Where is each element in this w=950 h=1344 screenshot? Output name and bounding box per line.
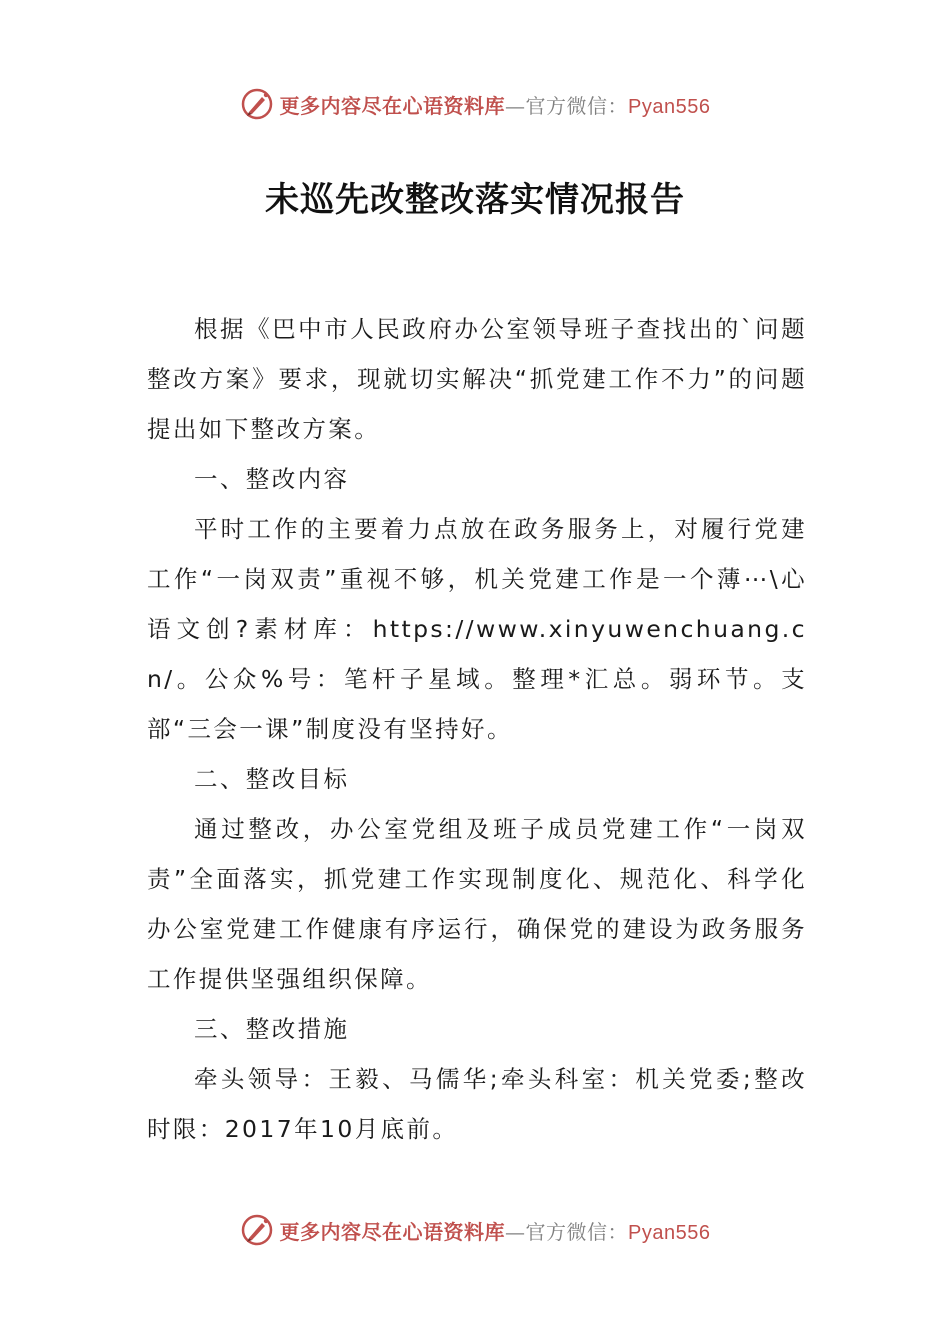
document-title: 未巡先改整改落实情况报告 [265,180,685,220]
banner-wechat-id: Pyan556 [628,1221,711,1244]
heading-section-1: 一、整改内容 [194,465,350,493]
banner-dash: — [505,1219,526,1244]
paragraph-intro: 根据《巴中市人民政府办公室领导班子查找出的`问题整改方案》要求，现就切实解决“抓党建工作不力”的问题提出如下整改方案。 [147,315,807,443]
banner-dash: — [505,93,526,118]
paragraph-section-2: 通过整改，办公室党组及班子成员党建工作“一岗双责”全面落实，抓党建工作实现制度化、规范化、科学化办公室党建工作健康有序运行，确保党的建设为政务服务工作提供坚强组织保障。 [147,815,807,993]
banner-brand: 更多内容尽在心语资料库 [279,1219,506,1244]
header-banner [0,84,950,124]
banner-text [280,1216,711,1245]
pen-logo-icon [240,1213,274,1247]
banner-contact-label: 官方微信： [525,93,629,118]
heading-section-3: 三、整改措施 [194,1015,350,1043]
banner-text [280,90,711,119]
footer-banner [0,1210,950,1250]
pen-logo-icon [240,87,274,121]
paragraph-section-1: 平时工作的主要着力点放在政务服务上，对履行党建工作“一岗双责”重视不够，机关党建工作是一个薄⋯\心语文创?素材库：https://www.xinyuwenchuang.cn/。公众%号：笔杆子星域。整理*汇总。弱环节。支部“三会一课”制度没有坚持好。 [147,515,807,743]
banner-brand: 更多内容尽在心语资料库 [279,93,506,118]
banner-wechat-id: Pyan556 [628,95,711,118]
paragraph-section-3: 牵头领导：王毅、马儒华;牵头科室：机关党委;整改时限：2017年10月底前。 [147,1065,807,1143]
heading-section-2: 二、整改目标 [194,765,350,793]
document-body [147,304,807,1154]
banner-contact-label: 官方微信： [525,1219,629,1244]
